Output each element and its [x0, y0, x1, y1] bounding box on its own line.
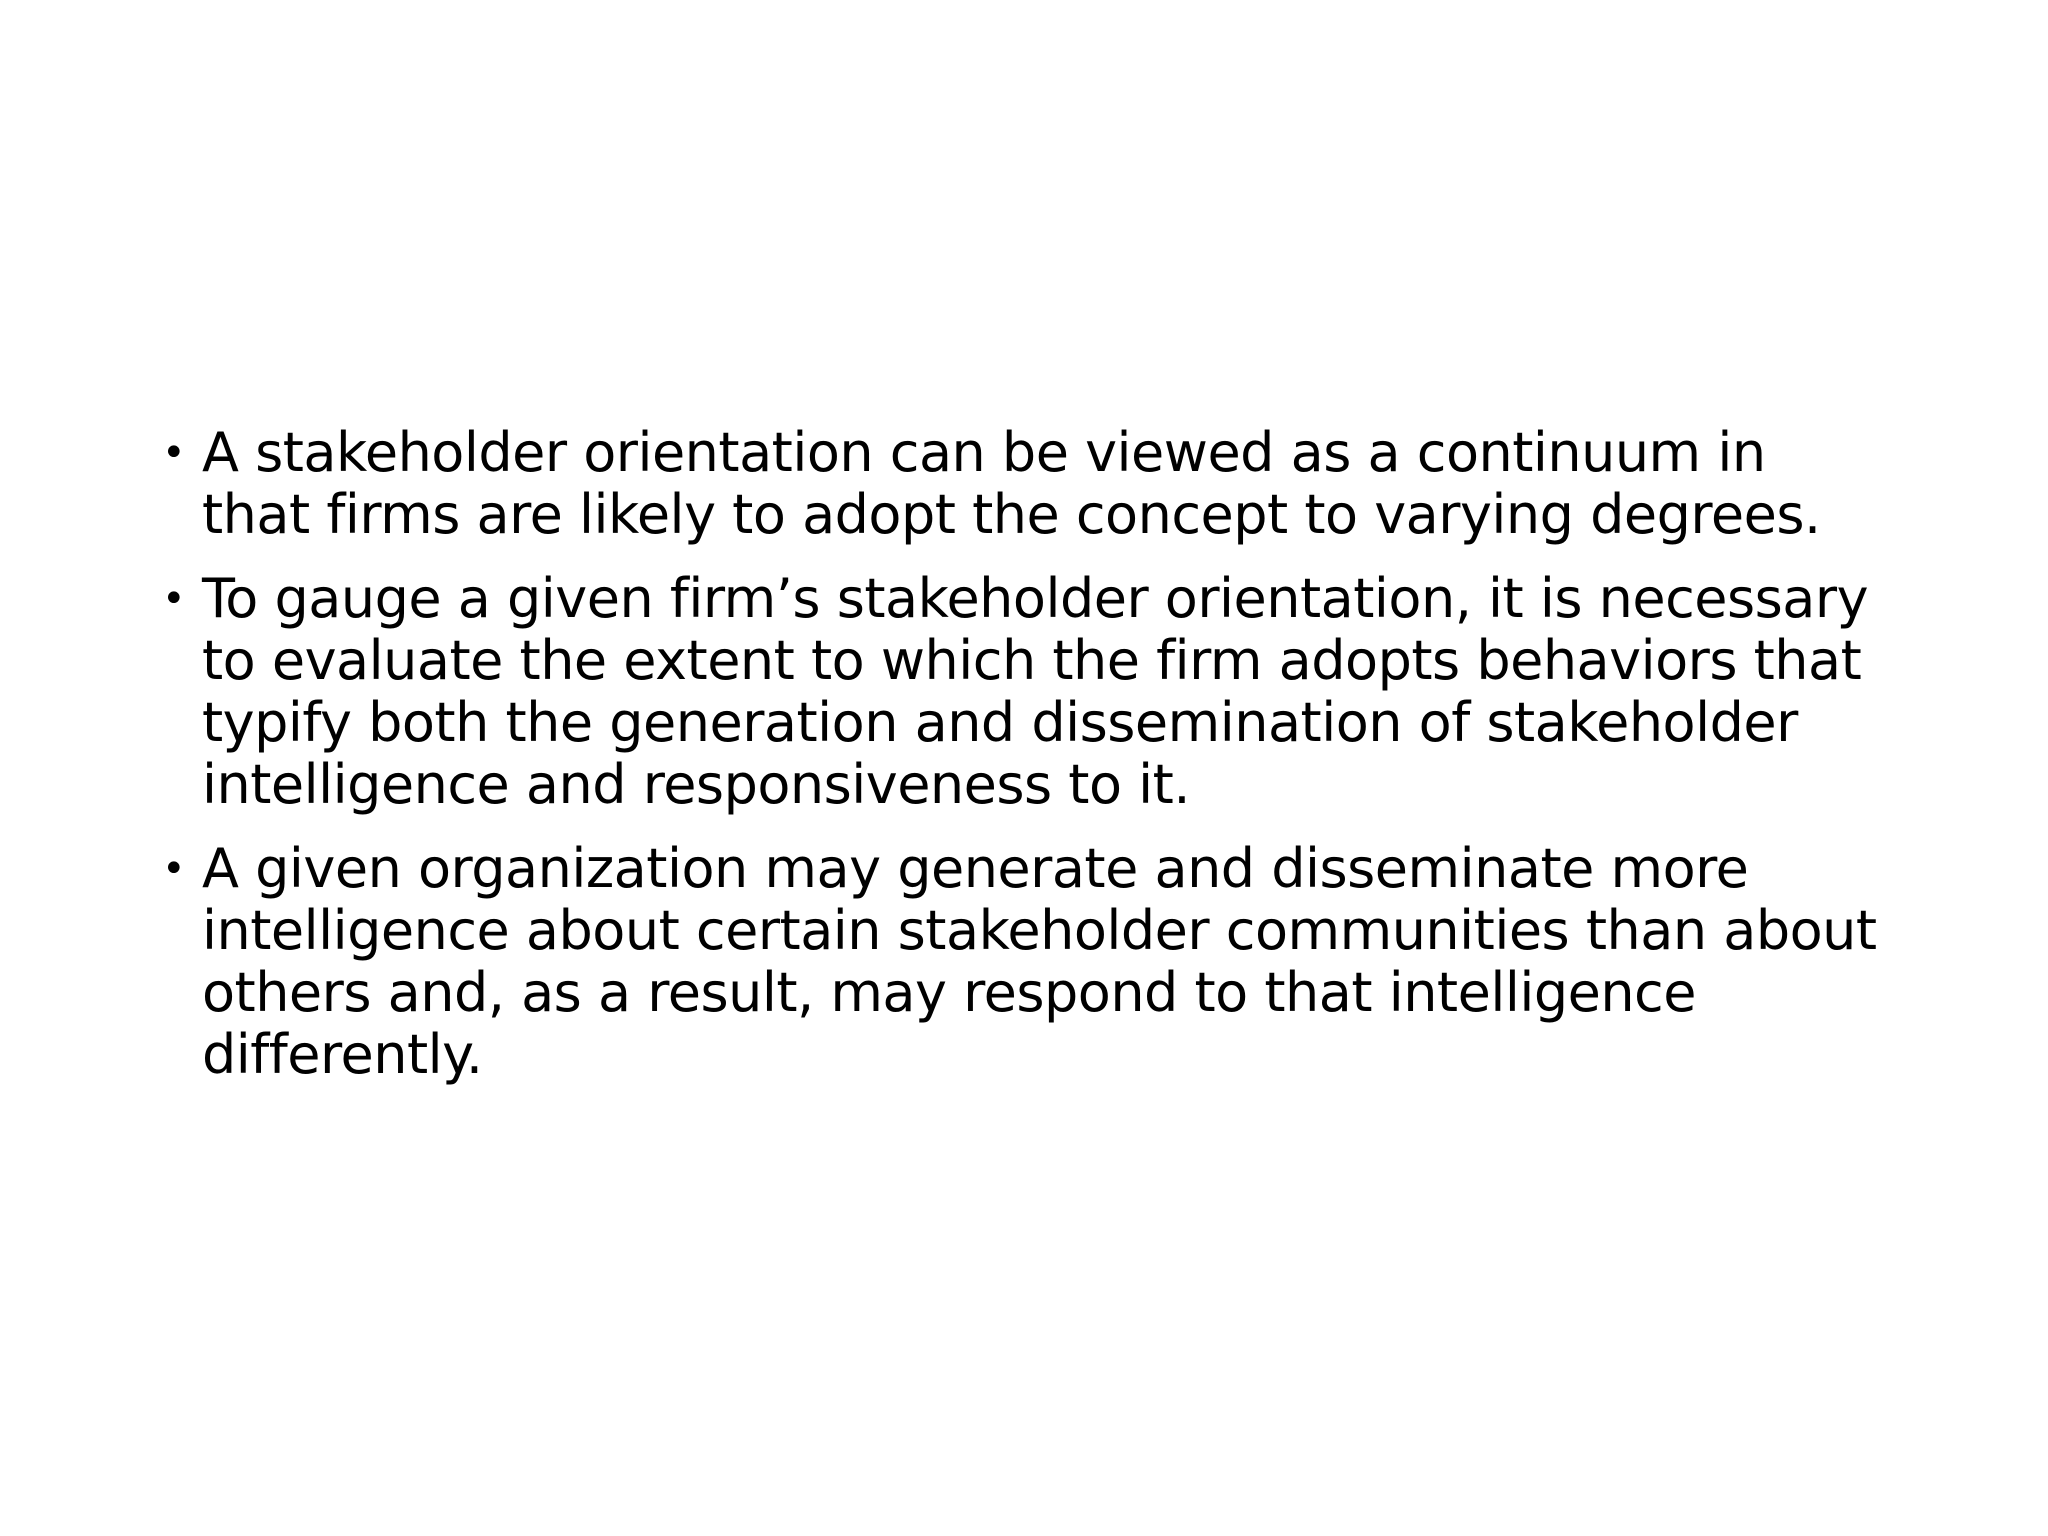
bullet-item [162, 838, 1882, 1086]
bullet-icon: • [162, 430, 186, 476]
bullet-text: A stakeholder orientation can be viewed as a continuum in that firms are likely to adopt the concept to varying degrees. [202, 421, 1821, 546]
bullet-list [162, 422, 1882, 1086]
bullet-item [162, 568, 1882, 816]
bullet-icon: • [162, 576, 186, 622]
bullet-icon: • [162, 846, 186, 892]
bullet-text: To gauge a given firm’s stakeholder orientation, it is necessary to evaluate the extent to which the firm adopts behaviors that typify both the generation and dissemination of stakeholder intelligence and responsiveness to it. [202, 567, 1869, 816]
bullet-item [162, 422, 1882, 546]
bullet-text: A given organization may generate and disseminate more intelligence about certain stakeholder communities than about others and, as a result, may respond to that intelligence differently. [202, 837, 1877, 1086]
